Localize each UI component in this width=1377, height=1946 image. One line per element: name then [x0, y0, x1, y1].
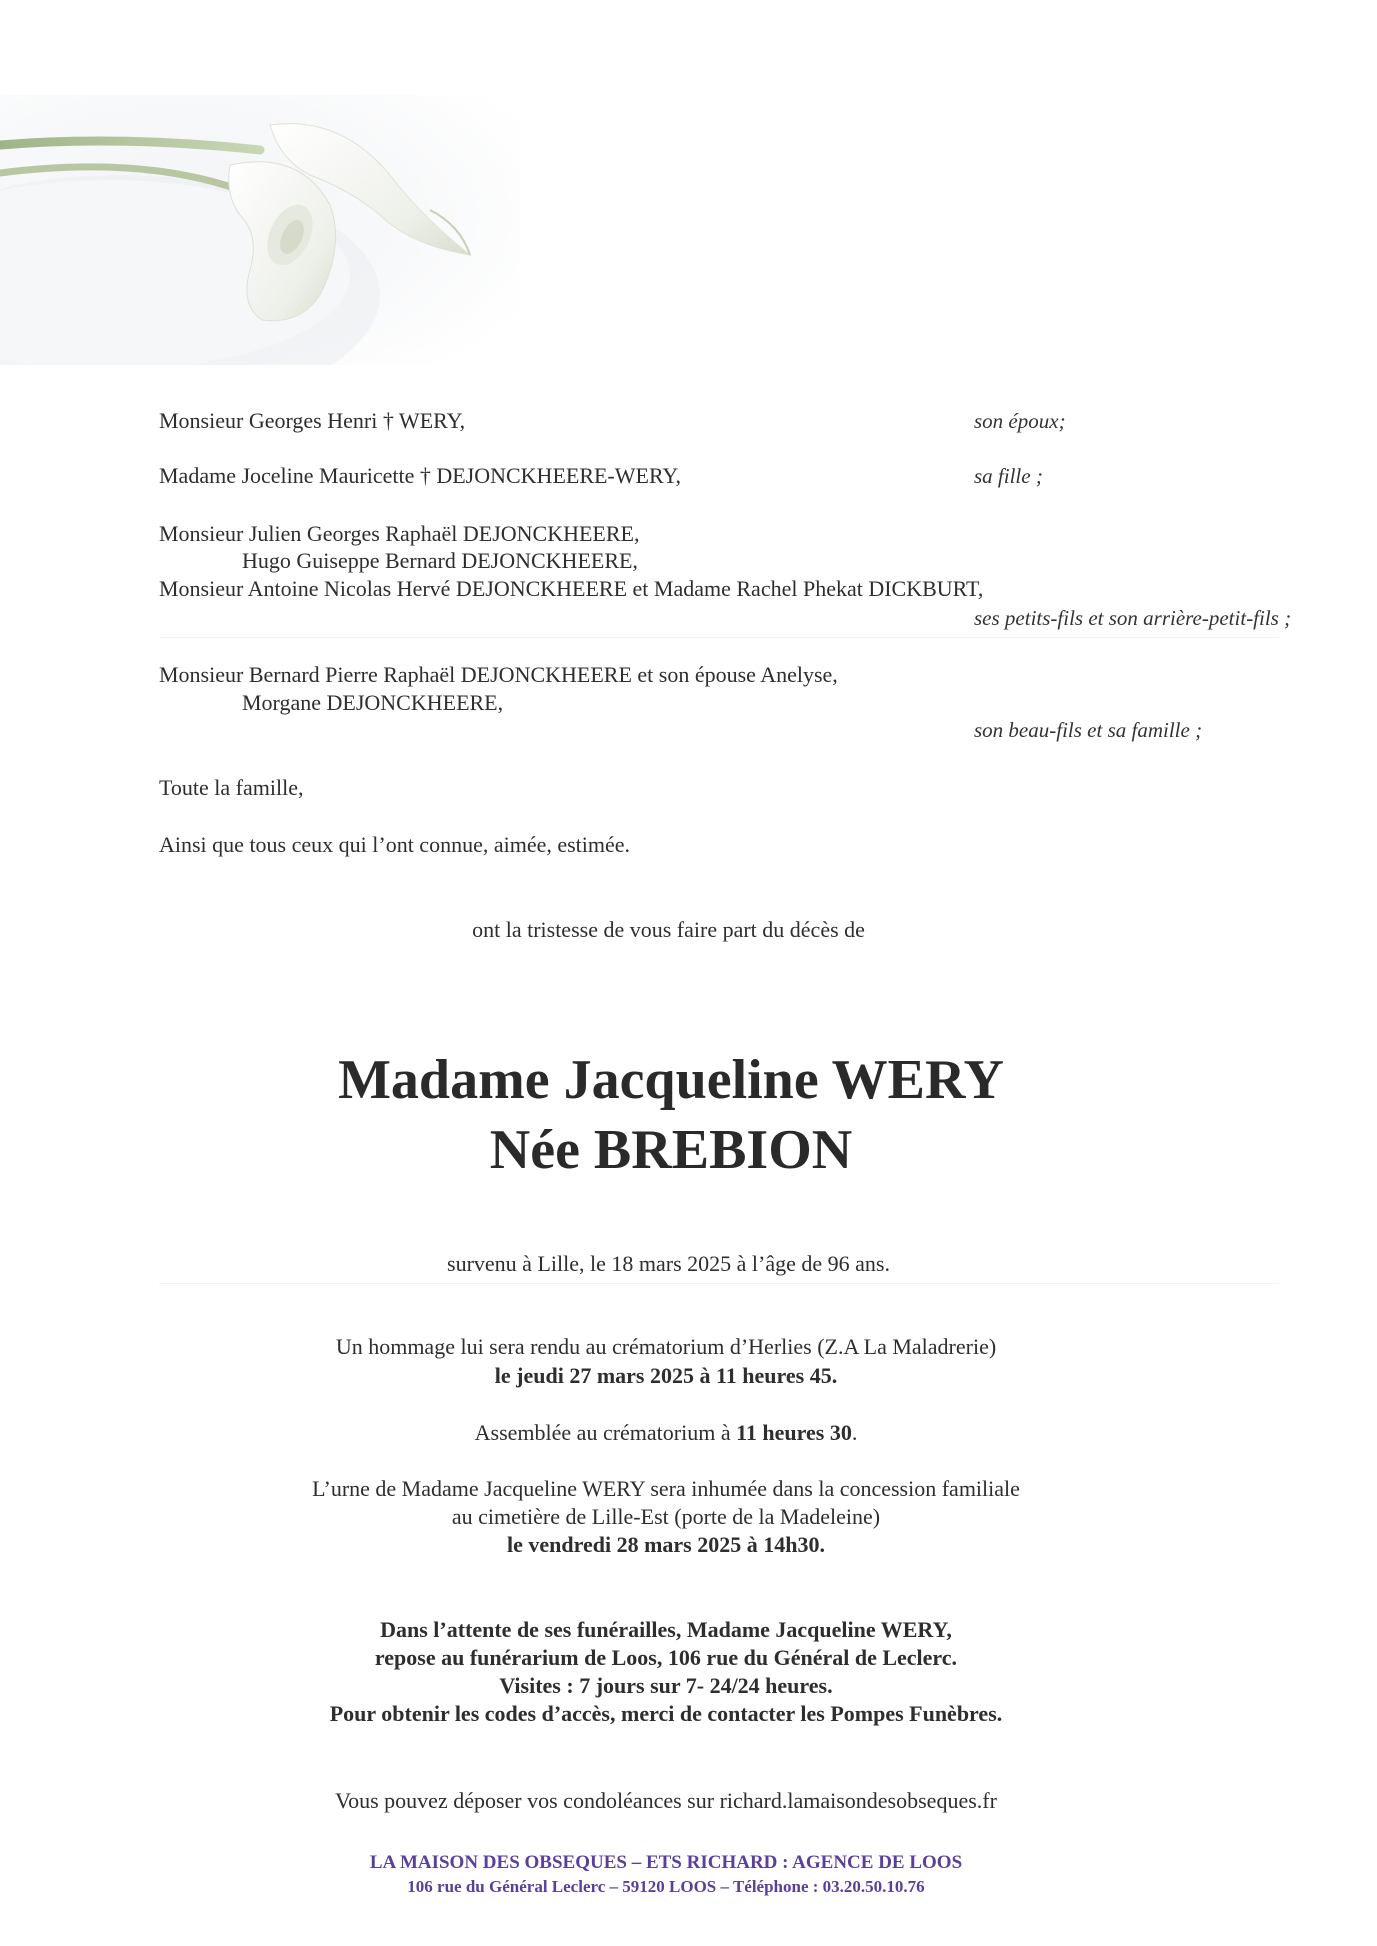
deceased-name: Madame Jacqueline WERY: [338, 1049, 1004, 1111]
assembly-suffix: .: [851, 1420, 858, 1445]
soninlaw-line-1: Monsieur Bernard Pierre Raphaël DEJONCKHEERE et son épouse Anelyse,: [159, 662, 838, 687]
agency-name: LA MAISON DES OBSEQUES – ETS RICHARD : AGENCE DE LOOS: [369, 1852, 963, 1873]
daughter-role: sa fille ;: [974, 464, 1043, 488]
assembly-prefix: Assemblée au crématorium à: [474, 1420, 737, 1445]
all-family-line: Toute la famille,: [159, 775, 304, 800]
calla-lily-image: [0, 95, 520, 365]
grandchild-line-1: Monsieur Julien Georges Raphaël DEJONCKHEERE,: [159, 521, 640, 546]
urn-line-2: au cimetière de Lille-Est (porte de la Madeleine): [451, 1504, 881, 1529]
rest-line-4: Pour obtenir les codes d’accès, merci de contacter les Pompes Funèbres.: [329, 1701, 1003, 1726]
assembly-time: 11 heures 30: [736, 1420, 852, 1445]
urn-date: le vendredi 28 mars 2025 à 14h30.: [507, 1532, 825, 1557]
soninlaw-line-2: Morgane DEJONCKHEERE,: [242, 690, 504, 715]
husband-role: son époux;: [974, 409, 1066, 433]
soninlaw-role: son beau-fils et sa famille ;: [974, 718, 1203, 742]
urn-line-1: L’urne de Madame Jacqueline WERY sera inhumée dans la concession familiale: [312, 1476, 1020, 1501]
grandchildren-role: ses petits-fils et son arrière-petit-fils ;: [974, 606, 1292, 630]
agency-address: 106 rue du Général Leclerc – 59120 LOOS – Téléphone : 03.20.50.10.76: [407, 1877, 925, 1896]
all-others-line: Ainsi que tous ceux qui l’ont connue, aimée, estimée.: [159, 832, 631, 857]
maiden-name: Née BREBION: [489, 1119, 853, 1181]
assembly-line: [0, 1419, 1377, 1447]
homage-date: le jeudi 27 mars 2025 à 11 heures 45.: [494, 1363, 838, 1388]
homage-line-1: Un hommage lui sera rendu au crématorium d’Herlies (Z.A La Maladrerie): [335, 1334, 997, 1359]
separator: [159, 1283, 1279, 1284]
condolences-line: Vous pouvez déposer vos condoléances sur richard.lamaisondesobseques.fr: [335, 1788, 997, 1813]
rest-line-3: Visites : 7 jours sur 7- 24/24 heures.: [499, 1673, 833, 1698]
separator: [159, 637, 1279, 638]
death-details: survenu à Lille, le 18 mars 2025 à l’âge de 96 ans.: [447, 1251, 890, 1276]
husband-line: Monsieur Georges Henri † WERY,: [159, 408, 466, 433]
announcement-intro: ont la tristesse de vous faire part du décès de: [472, 917, 865, 942]
grandchild-line-2: Hugo Guiseppe Bernard DEJONCKHEERE,: [242, 548, 638, 573]
grandchild-line-3: Monsieur Antoine Nicolas Hervé DEJONCKHEERE et Madame Rachel Phekat DICKBURT,: [159, 576, 984, 601]
rest-line-1: Dans l’attente de ses funérailles, Madame Jacqueline WERY,: [380, 1617, 952, 1642]
daughter-line: Madame Joceline Mauricette † DEJONCKHEERE-WERY,: [159, 463, 681, 488]
rest-line-2: repose au funérarium de Loos, 106 rue du Général de Leclerc.: [374, 1645, 958, 1670]
